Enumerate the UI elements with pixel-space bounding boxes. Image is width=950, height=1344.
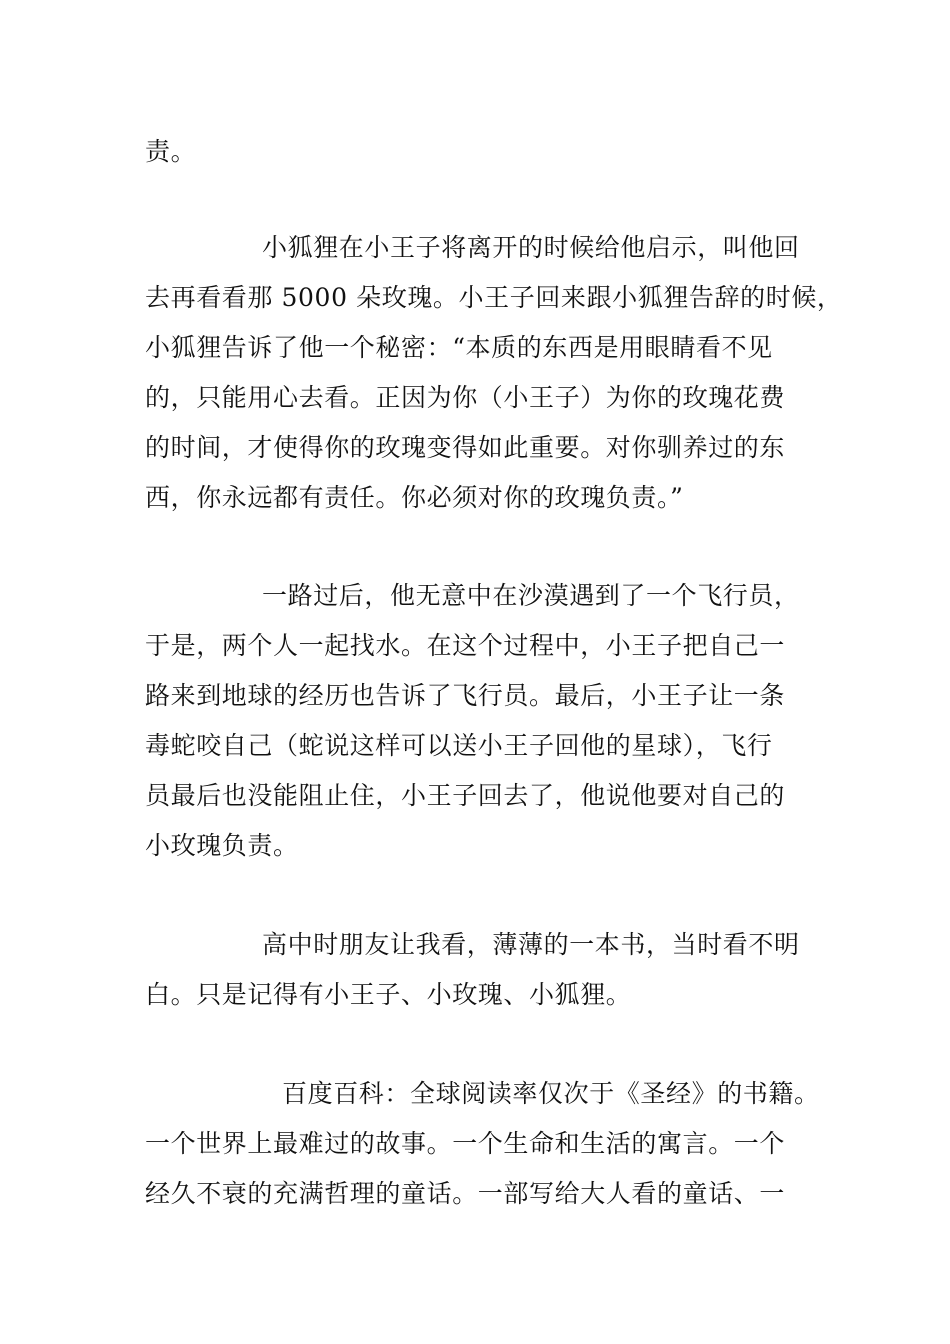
text-line: 一个世界上最难过的故事。一个生命和生活的寓言。一个 (145, 1129, 786, 1158)
text-line: 的，只能用心去看。正因为你（小王子）为你的玫瑰花费 (145, 383, 786, 412)
text-line: 高中时朋友让我看，薄薄的一本书，当时看不明 (262, 930, 800, 959)
text-line: 毒蛇咬自己（蛇说这样可以送小王子回他的星球），飞行 (145, 731, 773, 760)
text-line: 一路过后，他无意中在沙漠遇到了一个飞行员， (262, 581, 800, 610)
text-line: 小狐狸在小王子将离开的时候给他启示，叫他回 (262, 233, 800, 262)
text-line: 小玫瑰负责。 (145, 831, 299, 860)
text-line: 去再看看那 5000 朵玫瑰。小王子回来跟小狐狸告辞的时候， (145, 283, 843, 312)
text-line: 于是，两个人一起找水。在这个过程中，小王子把自己一 (145, 631, 786, 660)
text-line: 责。 (145, 137, 197, 166)
text-line: 经久不衰的充满哲理的童话。一部写给大人看的童话、一 (145, 1179, 786, 1208)
text-line: 路来到地球的经历也告诉了飞行员。最后，小王子让一条 (145, 681, 786, 710)
text-line: 的时间，才使得你的玫瑰变得如此重要。对你驯养过的东 (145, 433, 786, 462)
text-line: 白。只是记得有小王子、小玫瑰、小狐狸。 (145, 980, 632, 1009)
text-line: 员最后也没能阻止住，小王子回去了，他说他要对自己的 (145, 781, 786, 810)
text-line: 小狐狸告诉了他一个秘密：“本质的东西是用眼睛看不见 (145, 333, 773, 362)
text-line: 西，你永远都有责任。你必须对你的玫瑰负责。” (145, 483, 684, 512)
text-line: 百度百科：全球阅读率仅次于《圣经》的书籍。 (282, 1079, 820, 1108)
